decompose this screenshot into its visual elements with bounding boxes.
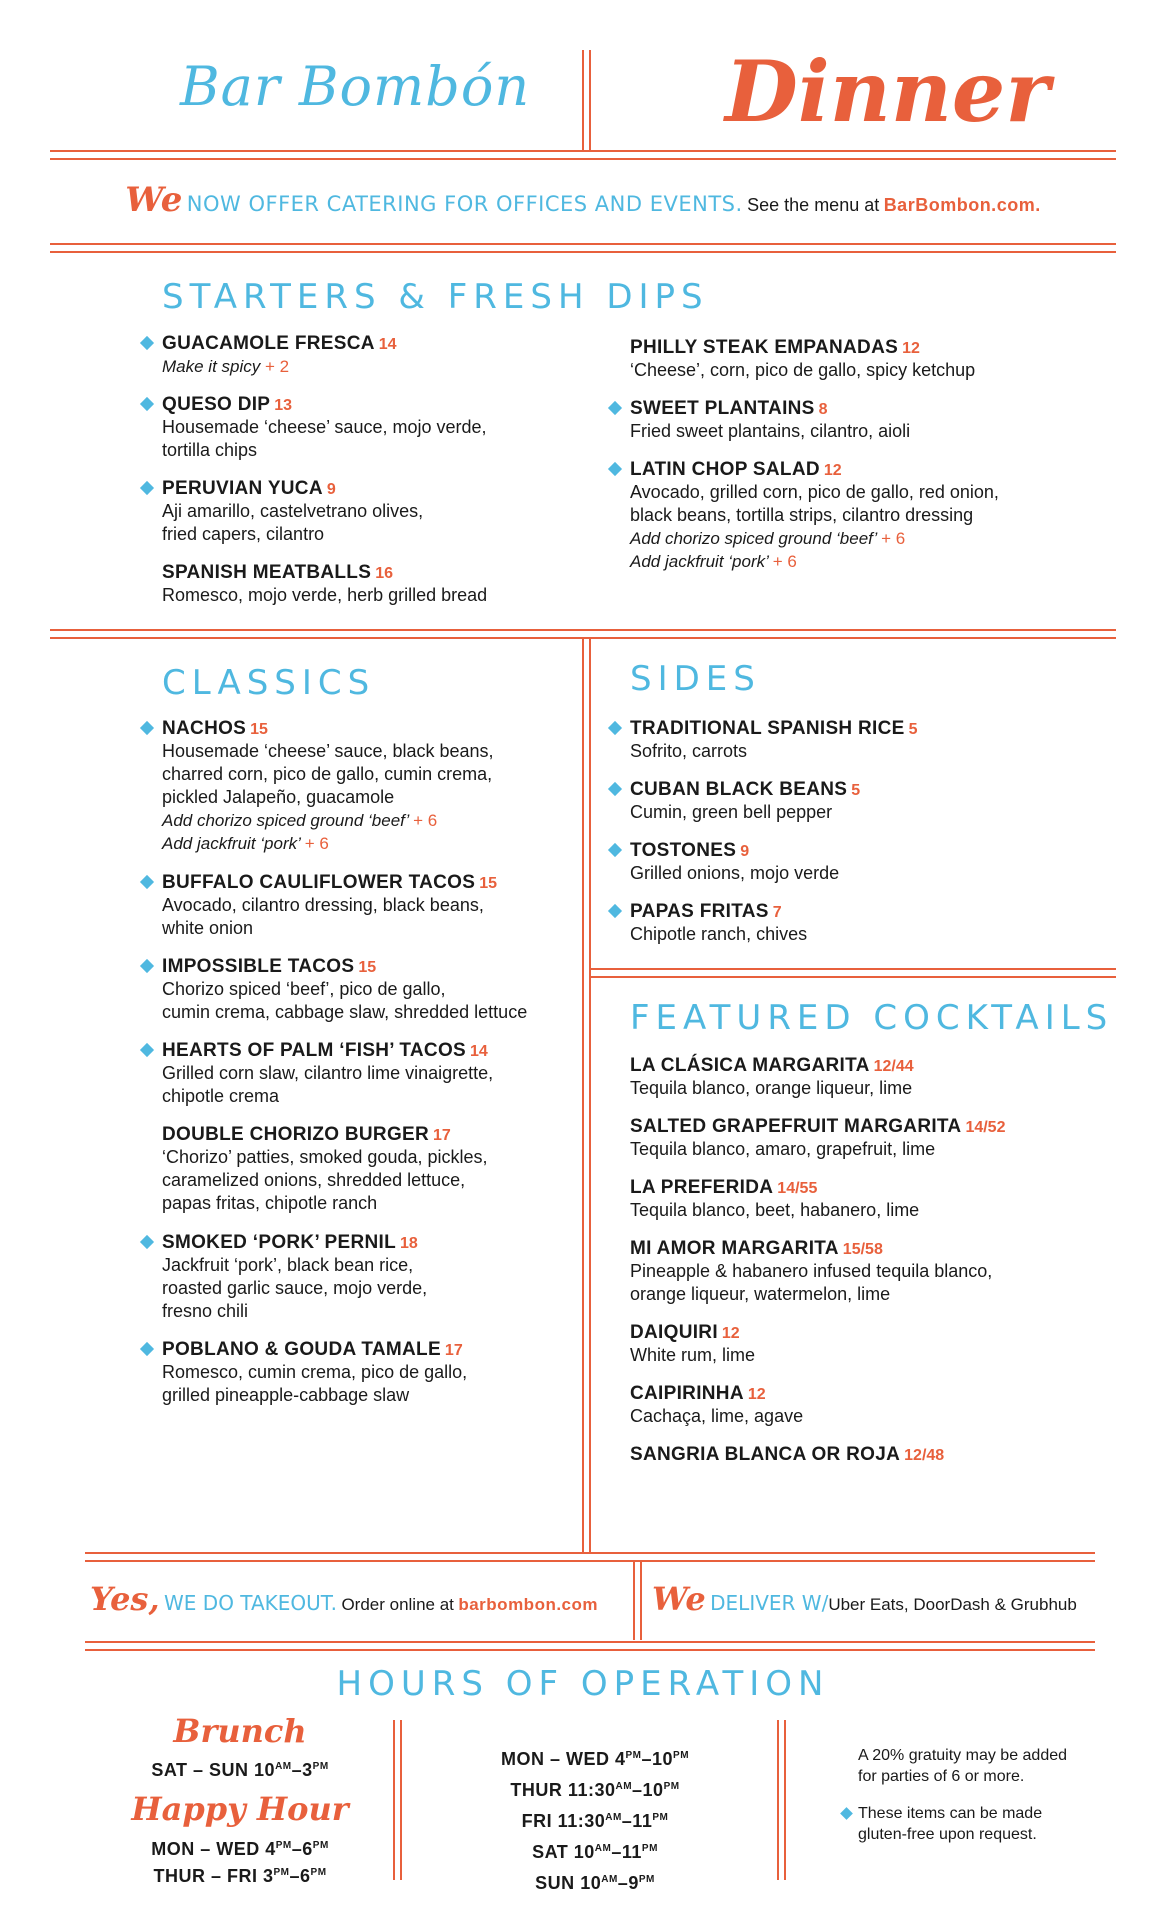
item-description: White rum, lime	[630, 1345, 756, 1365]
item-description: grilled pineapple-cabbage slaw	[162, 1385, 410, 1405]
item-price: 12	[902, 340, 920, 357]
item-heading	[630, 337, 1090, 359]
item-price: 18	[400, 1235, 418, 1252]
hours-open: 10	[573, 1842, 595, 1862]
item-heading	[162, 562, 582, 584]
item-name: DOUBLE CHORIZO BURGER	[162, 1124, 430, 1145]
sides-title: SIDES	[630, 659, 761, 699]
item-price: 9	[740, 843, 750, 860]
gluten-free-diamond-icon	[608, 401, 622, 415]
item-price: 12/48	[904, 1447, 945, 1464]
item-name: TRADITIONAL SPANISH RICE	[630, 718, 905, 739]
item-description: black beans, tortilla strips, cilantro dressing	[630, 505, 974, 525]
takeout-headline: WE DO TAKEOUT.	[164, 1591, 337, 1615]
item-price: 14	[378, 336, 397, 353]
menu-item	[630, 1055, 1100, 1100]
gluten-free-line-1: These items can be made	[858, 1805, 1043, 1822]
hours-row	[415, 1866, 775, 1897]
item-name: TOSTONES	[630, 840, 737, 861]
item-price: 5	[908, 721, 918, 738]
rule-delivery-1	[85, 1641, 1095, 1643]
item-description: fried capers, cilantro	[162, 524, 325, 544]
menu-item	[162, 1339, 577, 1407]
takeout-divider-2	[640, 1562, 642, 1640]
item-description: fresno chili	[162, 1301, 249, 1321]
rule-header-1	[50, 150, 1116, 152]
addon-price: + 6	[304, 834, 329, 853]
rule-header-2	[50, 158, 1116, 160]
menu-item	[162, 956, 577, 1024]
item-name: SPANISH MEATBALLS	[162, 562, 372, 583]
menu-item	[162, 333, 582, 378]
hours-open-suffix: AM	[601, 1874, 618, 1885]
hours-days: THUR	[510, 1780, 563, 1800]
addon-text: Add jackfruit ‘pork’	[630, 552, 768, 571]
item-heading	[630, 1444, 1100, 1466]
brand-logo: Bar Bombón	[180, 55, 531, 118]
hours-open-suffix: AM	[594, 1843, 612, 1854]
hours-divider-3	[777, 1720, 779, 1880]
regular-hours	[415, 1742, 775, 1897]
item-heading	[162, 718, 577, 740]
item-name: SMOKED ‘PORK’ PERNIL	[162, 1232, 397, 1253]
item-name: PHILLY STEAK EMPANADAS	[630, 337, 899, 358]
item-name: LA CLÁSICA MARGARITA	[630, 1055, 870, 1076]
hours-close-suffix: PM	[310, 1867, 327, 1878]
hours-separator: –	[291, 1760, 303, 1780]
item-description: Tequila blanco, amaro, grapefruit, lime	[630, 1139, 936, 1159]
catering-see-menu: See the menu at	[747, 195, 880, 215]
item-description: chipotle crema	[162, 1086, 280, 1106]
rule-takeout-2	[85, 1560, 1095, 1562]
hours-divider-4	[784, 1720, 786, 1880]
gluten-free-diamond-icon	[140, 1043, 154, 1057]
menu-item	[630, 1177, 1100, 1222]
menu-item	[630, 840, 1090, 885]
hours-days: SUN	[535, 1873, 575, 1893]
menu-item	[162, 1040, 577, 1108]
hours-separator: –	[291, 1839, 303, 1859]
item-description: Avocado, cilantro dressing, black beans,	[162, 895, 484, 915]
item-description: Chorizo spiced ‘beef’, pico de gallo,	[162, 979, 446, 999]
addon-price: + 6	[413, 811, 438, 830]
menu-item	[630, 1444, 1100, 1466]
item-addon	[162, 832, 577, 855]
item-description: Romesco, cumin crema, pico de gallo,	[162, 1362, 468, 1382]
starters-title: STARTERS & FRESH DIPS	[162, 277, 709, 317]
takeout-banner	[90, 1580, 625, 1618]
item-description: Grilled onions, mojo verde	[630, 863, 840, 883]
brunch-hours	[120, 1755, 360, 1782]
rule-sides-2	[590, 976, 1116, 978]
menu-item	[630, 1322, 1100, 1367]
item-heading	[630, 1116, 1100, 1138]
hours-open: 10	[254, 1760, 276, 1780]
item-heading	[630, 459, 1090, 481]
hours-title: HOURS OF OPERATION	[336, 1664, 830, 1704]
gluten-free-diamond-icon	[140, 1235, 154, 1249]
item-name: SWEET PLANTAINS	[630, 398, 815, 419]
item-price: 12	[747, 1386, 766, 1403]
column-divider-1	[582, 637, 584, 1552]
item-name: CAIPIRINHA	[630, 1383, 744, 1404]
hours-separator: –	[632, 1780, 643, 1800]
item-name: SANGRIA BLANCA OR ROJA	[630, 1444, 901, 1465]
item-description: Romesco, mojo verde, herb grilled bread	[162, 585, 488, 605]
item-name: PAPAS FRITAS	[630, 901, 769, 922]
item-description: papas fritas, chipotle ranch	[162, 1193, 378, 1213]
item-name: BUFFALO CAULIFLOWER TACOS	[162, 872, 476, 893]
item-price: 12	[823, 462, 842, 479]
item-price: 15/58	[842, 1241, 883, 1258]
delivery-headline: DELIVER W/	[710, 1591, 829, 1615]
gluten-free-diamond-icon	[608, 843, 622, 857]
gluten-free-diamond-icon	[140, 397, 154, 411]
gluten-free-diamond-icon	[140, 1342, 154, 1356]
hours-open-suffix: AM	[605, 1812, 622, 1823]
catering-we: We	[125, 180, 183, 220]
hours-open: 11:30	[557, 1811, 606, 1831]
hours-separator: –	[289, 1866, 301, 1886]
delivery-services: Uber Eats, DoorDash & Grubhub	[828, 1595, 1077, 1614]
classics-title: CLASSICS	[162, 663, 376, 703]
item-heading	[630, 901, 1090, 923]
item-price: 14/55	[777, 1180, 818, 1197]
item-heading	[630, 718, 1090, 740]
menu-title: Dinner	[725, 42, 1050, 141]
hours-close-suffix: PM	[638, 1874, 655, 1885]
item-heading	[162, 872, 577, 894]
delivery-we: We	[652, 1580, 706, 1618]
hours-close-suffix: PM	[312, 1840, 329, 1851]
item-name: GUACAMOLE FRESCA	[162, 333, 375, 354]
menu-item	[630, 718, 1090, 763]
item-price: 5	[851, 782, 861, 799]
rule-starters-1	[50, 629, 1116, 631]
item-heading	[162, 394, 582, 416]
brunch-label: Brunch	[173, 1712, 307, 1750]
menu-item	[630, 398, 1090, 443]
item-name: DAIQUIRI	[630, 1322, 718, 1343]
hours-open-suffix: AM	[615, 1781, 633, 1792]
hours-row	[120, 1755, 360, 1782]
menu-item	[162, 394, 582, 462]
rule-catering-1	[50, 243, 1116, 245]
menu-item	[630, 337, 1090, 382]
hours-open-suffix: PM	[273, 1867, 290, 1878]
item-description: ‘Chorizo’ patties, smoked gouda, pickles,	[162, 1147, 488, 1167]
item-description: pickled Jalapeño, guacamole	[162, 787, 395, 807]
item-name: PERUVIAN YUCA	[162, 478, 323, 499]
item-price: 15	[250, 721, 268, 738]
item-description: Pineapple & habanero infused tequila blanco,	[630, 1261, 993, 1281]
hours-open: 11:30	[567, 1780, 616, 1800]
item-description: orange liqueur, watermelon, lime	[630, 1284, 891, 1304]
menu-item	[162, 718, 577, 855]
item-description: Aji amarillo, castelvetrano olives,	[162, 501, 424, 521]
item-addon	[630, 550, 1090, 573]
item-price: 15	[479, 875, 498, 892]
hours-close: 10	[642, 1780, 664, 1800]
item-price: 15	[358, 959, 377, 976]
happy-hour-hours	[120, 1834, 360, 1888]
item-name: CUBAN BLACK BEANS	[630, 779, 848, 800]
gluten-free-diamond-icon	[840, 1807, 853, 1820]
header-divider-2	[589, 50, 591, 150]
hours-close: 6	[302, 1839, 313, 1859]
item-description: Sofrito, carrots	[630, 741, 748, 761]
hours-days: THUR – FRI	[153, 1866, 258, 1886]
hours-close-suffix: PM	[641, 1843, 658, 1854]
hours-separator: –	[617, 1873, 629, 1893]
item-price: 12	[721, 1325, 740, 1342]
gluten-free-diamond-icon	[608, 904, 622, 918]
catering-banner	[0, 180, 1166, 220]
item-addon	[162, 355, 582, 378]
item-description: Tequila blanco, beet, habanero, lime	[630, 1200, 920, 1220]
hours-close-suffix: PM	[312, 1761, 329, 1772]
hours-open: 3	[262, 1866, 274, 1886]
hours-open-suffix: AM	[275, 1761, 292, 1772]
menu-item	[630, 901, 1090, 946]
menu-item	[630, 1238, 1100, 1306]
item-description: tortilla chips	[162, 440, 258, 460]
gluten-free-diamond-icon	[608, 721, 622, 735]
item-heading	[630, 1322, 1100, 1344]
item-price: 14/52	[965, 1119, 1006, 1136]
gluten-free-diamond-icon	[140, 336, 154, 350]
item-name: IMPOSSIBLE TACOS	[162, 956, 355, 977]
gluten-free-diamond-icon	[140, 959, 154, 973]
item-description: Chipotle ranch, chives	[630, 924, 808, 944]
item-price: 13	[274, 397, 293, 414]
hours-days: MON – WED	[151, 1839, 260, 1859]
hours-close: 3	[302, 1760, 313, 1780]
item-description: Jackfruit ‘pork’, black bean rice,	[162, 1255, 414, 1275]
cocktails-title: FEATURED COCKTAILS	[630, 998, 1114, 1038]
hours-divider-2	[400, 1720, 402, 1880]
item-price: 8	[818, 401, 828, 418]
gluten-free-diamond-icon	[140, 721, 154, 735]
hours-close: 11	[632, 1811, 653, 1831]
gratuity-line-2: for parties of 6 or more.	[858, 1768, 1025, 1785]
item-price: 17	[444, 1342, 463, 1359]
menu-item	[630, 459, 1090, 573]
hours-divider-1	[393, 1720, 395, 1880]
addon-price: + 6	[881, 529, 906, 548]
hours-row	[415, 1742, 775, 1773]
addon-text: Add jackfruit ‘pork’	[162, 834, 300, 853]
item-heading	[162, 956, 577, 978]
hours-open: 10	[580, 1873, 602, 1893]
hours-open: 4	[614, 1749, 626, 1769]
hours-row	[415, 1773, 775, 1804]
menu-item	[162, 872, 577, 940]
hours-open-suffix: PM	[275, 1840, 292, 1851]
rule-sides-1	[590, 968, 1116, 970]
menu-item	[162, 1232, 577, 1323]
column-divider-2	[589, 637, 591, 1552]
hours-close: 6	[300, 1866, 311, 1886]
hours-separator: –	[621, 1811, 633, 1831]
hours-days: FRI	[521, 1811, 553, 1831]
item-description: Cachaça, lime, agave	[630, 1406, 804, 1426]
item-heading	[630, 1383, 1100, 1405]
hours-close-suffix: PM	[663, 1781, 680, 1792]
hours-close: 11	[621, 1842, 642, 1862]
gluten-free-diamond-icon	[140, 875, 154, 889]
hours-row	[120, 1834, 360, 1861]
takeout-order: Order online at	[341, 1595, 454, 1614]
item-description: Cumin, green bell pepper	[630, 802, 833, 822]
item-heading	[162, 1339, 577, 1361]
item-heading	[630, 779, 1090, 801]
hours-open: 4	[265, 1839, 276, 1859]
item-name: SALTED GRAPEFRUIT MARGARITA	[630, 1116, 962, 1137]
item-name: QUESO DIP	[162, 394, 271, 415]
item-description: charred corn, pico de gallo, cumin crema,	[162, 764, 493, 784]
item-price: 17	[433, 1127, 451, 1144]
gluten-free-diamond-icon	[608, 462, 622, 476]
item-heading	[630, 1055, 1100, 1077]
item-description: Tequila blanco, orange liqueur, lime	[630, 1078, 913, 1098]
rule-delivery-2	[85, 1649, 1095, 1651]
rule-catering-2	[50, 251, 1116, 253]
gluten-free-diamond-icon	[608, 782, 622, 796]
hours-row	[120, 1861, 360, 1888]
gluten-free-note	[858, 1803, 1042, 1845]
takeout-site-link[interactable]: barbombon.com	[458, 1595, 599, 1614]
item-heading	[630, 1238, 1100, 1260]
item-heading	[630, 398, 1090, 420]
item-heading	[162, 1232, 577, 1254]
takeout-divider-1	[633, 1562, 635, 1640]
item-description: ‘Cheese’, corn, pico de gallo, spicy ketchup	[630, 360, 976, 380]
hours-row	[415, 1804, 775, 1835]
catering-site-link[interactable]: BarBombon.com.	[883, 195, 1041, 215]
item-description: roasted garlic sauce, mojo verde,	[162, 1278, 428, 1298]
item-heading	[162, 1124, 577, 1146]
item-addon	[630, 527, 1090, 550]
item-heading	[630, 840, 1090, 862]
happy-hour-label: Happy Hour	[131, 1790, 349, 1828]
item-heading	[630, 1177, 1100, 1199]
addon-text: Add chorizo spiced ground ‘beef’	[630, 529, 877, 548]
item-description: Housemade ‘cheese’ sauce, black beans,	[162, 741, 494, 761]
addon-price: + 6	[772, 552, 797, 571]
item-heading	[162, 333, 582, 355]
item-addon	[162, 809, 577, 832]
item-price: 7	[772, 904, 782, 921]
gratuity-line-1: A 20% gratuity may be added	[858, 1747, 1068, 1764]
hours-days: SAT – SUN	[151, 1760, 249, 1780]
item-name: HEARTS OF PALM ‘FISH’ TACOS	[162, 1040, 467, 1061]
hours-separator: –	[641, 1749, 653, 1769]
menu-item	[630, 1383, 1100, 1428]
menu-item	[630, 1116, 1100, 1161]
header-divider-1	[582, 50, 584, 150]
item-description: white onion	[162, 918, 254, 938]
hours-days: SAT	[532, 1842, 569, 1862]
item-name: MI AMOR MARGARITA	[630, 1238, 839, 1259]
item-price: 16	[375, 565, 393, 582]
rule-takeout-1	[85, 1552, 1095, 1554]
item-description: caramelized onions, shredded lettuce,	[162, 1170, 466, 1190]
item-heading	[162, 1040, 577, 1062]
hours-separator: –	[611, 1842, 622, 1862]
item-heading	[162, 478, 582, 500]
gluten-free-line-2: gluten-free upon request.	[858, 1826, 1037, 1843]
addon-text: Make it spicy	[162, 357, 261, 376]
gratuity-note	[858, 1745, 1067, 1787]
hours-row	[415, 1835, 775, 1866]
addon-text: Add chorizo spiced ground ‘beef’	[162, 811, 409, 830]
catering-headline: NOW OFFER CATERING FOR OFFICES AND EVENTS.	[186, 192, 743, 216]
item-description: Grilled corn slaw, cilantro lime vinaigrette,	[162, 1063, 494, 1083]
menu-item	[630, 779, 1090, 824]
item-price: 12/44	[873, 1058, 914, 1075]
menu-item	[162, 1124, 577, 1215]
item-name: POBLANO & GOUDA TAMALE	[162, 1339, 441, 1360]
item-description: cumin crema, cabbage slaw, shredded lettuce	[162, 1002, 528, 1022]
hours-close-suffix: PM	[652, 1812, 669, 1823]
delivery-banner	[652, 1580, 1097, 1618]
hours-close: 10	[652, 1749, 674, 1769]
item-name: LA PREFERIDA	[630, 1177, 774, 1198]
gluten-free-diamond-icon	[140, 481, 154, 495]
item-description: Housemade ‘cheese’ sauce, mojo verde,	[162, 417, 487, 437]
addon-price: + 2	[264, 357, 290, 376]
hours-days: MON – WED	[500, 1749, 610, 1769]
item-name: NACHOS	[162, 718, 247, 739]
menu-item	[162, 562, 582, 607]
item-price: 9	[326, 481, 336, 498]
item-description: Fried sweet plantains, cilantro, aioli	[630, 421, 911, 441]
hours-close-suffix: PM	[673, 1750, 690, 1761]
takeout-yes: Yes,	[90, 1580, 160, 1618]
menu-item	[162, 478, 582, 546]
hours-open-suffix: PM	[625, 1750, 642, 1761]
item-price: 14	[470, 1043, 488, 1060]
hours-close: 9	[628, 1873, 639, 1893]
item-name: LATIN CHOP SALAD	[630, 459, 820, 480]
item-description: Avocado, grilled corn, pico de gallo, red onion,	[630, 482, 999, 502]
